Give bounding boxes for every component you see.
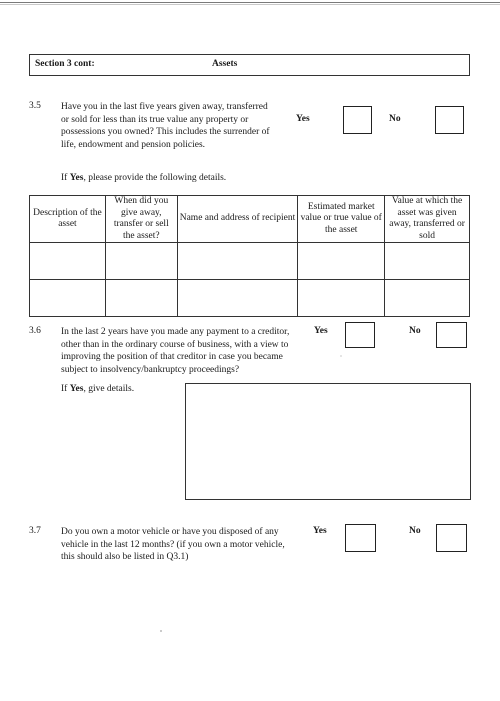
table-row: [30, 280, 470, 317]
table-header-row: [30, 196, 470, 243]
q37-line: Do you own a motor vehicle or have you disposed of any: [61, 527, 279, 537]
asset-details-table: [29, 195, 470, 317]
section-label: Section 3 cont:: [35, 59, 95, 69]
table-cell[interactable]: [30, 280, 106, 317]
q37-no-checkbox[interactable]: [436, 524, 467, 552]
table-cell[interactable]: [105, 280, 177, 317]
table-cell[interactable]: [298, 243, 385, 280]
q35-yes-checkbox[interactable]: [343, 106, 372, 134]
table-cell[interactable]: [177, 243, 298, 280]
q36-number: 3.6: [29, 326, 41, 336]
q36-yes-checkbox[interactable]: [345, 322, 375, 348]
section-header: [29, 54, 470, 76]
q35-number: 3.5: [29, 101, 41, 111]
note-bold: Yes: [69, 384, 84, 394]
q37-line: vehicle in the last 12 months? (if you own a motor vehicle,: [61, 539, 285, 550]
q37-yes-checkbox[interactable]: [345, 524, 376, 552]
col-header-when: When did you give away, transfer or sell the asset?: [105, 196, 177, 243]
note-prefix: If: [61, 384, 70, 394]
col-header-recipient: Name and address of recipient: [177, 196, 298, 243]
q36-yes-label: Yes: [314, 326, 328, 336]
table-cell[interactable]: [298, 280, 385, 317]
q35-text: [61, 101, 291, 151]
q37-text: [61, 526, 311, 564]
col-header-description: Description of the asset: [30, 196, 106, 243]
q35-no-checkbox[interactable]: [435, 106, 464, 134]
note-prefix: If: [61, 173, 70, 183]
col-header-market-value: Estimated market value or true value of the asset: [298, 196, 385, 243]
q36-if-yes-note: [61, 384, 134, 394]
q36-no-label: No: [409, 326, 421, 336]
page-edge-line-light: [0, 4, 500, 5]
q35-no-label: No: [389, 114, 401, 124]
q35-yes-label: Yes: [296, 114, 310, 124]
scan-speck: [340, 355, 342, 357]
table-cell[interactable]: [105, 243, 177, 280]
table-cell[interactable]: [30, 243, 106, 280]
section-title: Assets: [212, 59, 238, 69]
q35-line: or sold for less than its true value any property or: [61, 114, 249, 125]
q36-details-field[interactable]: [185, 383, 471, 500]
note-suffix: , give details.: [83, 384, 135, 394]
page-edge-line: [0, 2, 500, 3]
table-cell[interactable]: [385, 280, 470, 317]
table-row: [30, 243, 470, 280]
q37-number: 3.7: [29, 526, 41, 536]
col-header-given-value: Value at which the asset was given away, transferred or sold: [385, 196, 470, 243]
q37-line: this should also be listed in Q3.1): [61, 552, 189, 562]
q35-line: life, endowment and pension policies.: [61, 139, 206, 150]
table-cell[interactable]: [385, 243, 470, 280]
q36-line: other than in the ordinary course of business, with a view to: [61, 339, 289, 350]
q35-line: Have you in the last five years given away, transferred: [61, 102, 268, 112]
q35-line: possessions you owned? This includes the surrender of: [61, 127, 270, 137]
q36-line: subject to insolvency/bankruptcy proceedings?: [61, 364, 240, 375]
scan-speck: [160, 630, 162, 632]
q36-no-checkbox[interactable]: [436, 322, 467, 348]
q35-if-yes-note: [61, 173, 226, 183]
q37-no-label: No: [409, 526, 421, 536]
q36-line: improving the position of that creditor in case you became: [61, 352, 283, 362]
table-cell[interactable]: [177, 280, 298, 317]
note-suffix: , please provide the following details.: [83, 173, 227, 183]
q36-text: [61, 326, 311, 376]
note-bold: Yes: [69, 173, 84, 183]
q36-line: In the last 2 years have you made any payment to a creditor,: [61, 327, 290, 337]
q37-yes-label: Yes: [313, 526, 327, 536]
